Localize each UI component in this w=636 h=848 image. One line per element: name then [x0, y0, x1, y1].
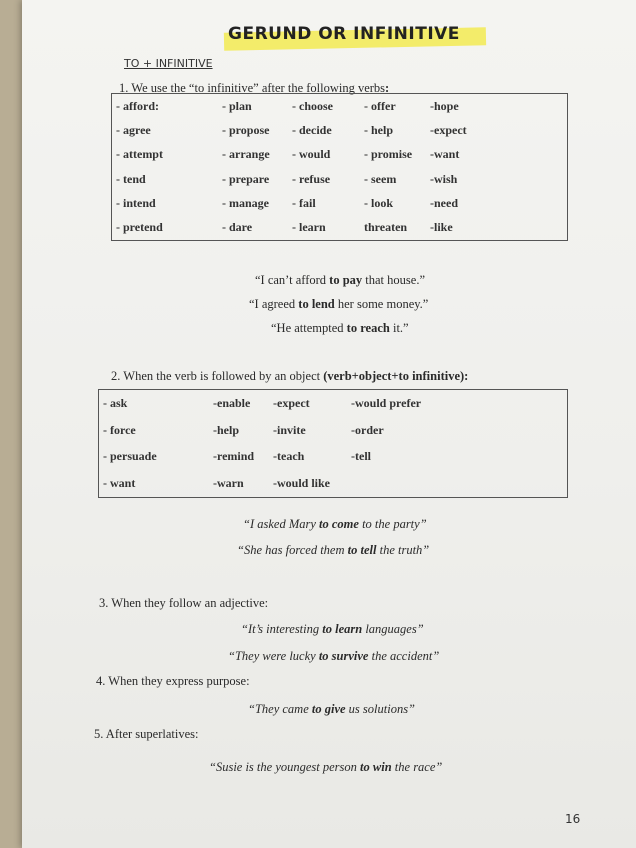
table-cell: -would prefer: [351, 395, 422, 410]
example-sentence: [249, 297, 428, 312]
example-sentence: [209, 760, 442, 775]
table-cell: threaten: [364, 220, 408, 235]
example-infinitive: to come: [319, 517, 359, 531]
verbs-table-2: [98, 389, 568, 498]
table-cell: -like: [430, 220, 453, 235]
example-text: “It’s interesting: [241, 622, 323, 636]
page-title: GERUND OR INFINITIVE: [228, 24, 460, 44]
table-cell: - prepare: [222, 171, 270, 186]
title-block: [228, 24, 460, 44]
table-cell: -tell: [351, 449, 371, 464]
page-number: 16: [565, 812, 581, 826]
example-text: languages”: [362, 622, 424, 636]
example-text: “I agreed: [249, 297, 299, 311]
section3-heading: 3. When they follow an adjective:: [99, 596, 269, 610]
table-row: [112, 216, 568, 241]
table-cell: - attempt: [116, 147, 163, 162]
table-cell: -hope: [430, 98, 459, 113]
example-text: the race”: [391, 760, 443, 774]
table-cell: -remind: [213, 449, 255, 464]
table-row: [112, 118, 568, 142]
example-text: “Susie is the youngest person: [209, 760, 361, 774]
table-cell: -expect: [273, 395, 310, 410]
table-row: [112, 167, 568, 191]
table-row: [112, 191, 568, 215]
example-text: us solutions”: [345, 702, 416, 716]
example-text: it.”: [389, 321, 409, 335]
table-cell: - manage: [222, 195, 269, 210]
table-cell: - refuse: [292, 171, 331, 186]
table-cell: - afford:: [116, 98, 159, 113]
table-cell: - agree: [116, 123, 151, 137]
example-text: the accident”: [368, 649, 440, 663]
table-cell: - promise: [364, 147, 413, 162]
section2-heading-bold: (verb+object+to infinitive):: [323, 369, 469, 383]
table-cell: -need: [430, 195, 458, 210]
table-cell: - force: [103, 422, 136, 437]
example-sentence: [271, 321, 409, 336]
example-infinitive: to give: [311, 702, 346, 716]
table-cell: -help: [213, 422, 240, 437]
example-sentence: [241, 622, 424, 637]
table-cell: - offer: [364, 98, 396, 113]
example-infinitive: to lend: [298, 297, 335, 311]
example-text: “He attempted: [271, 321, 347, 335]
section1-heading-text: 1. We use the “to infinitive” after the following verbs: [119, 81, 386, 95]
example-infinitive: to learn: [322, 622, 363, 636]
table-cell: -invite: [273, 422, 306, 437]
example-infinitive: to reach: [346, 321, 390, 335]
table-cell: -enable: [213, 395, 251, 410]
table-cell: - want: [103, 476, 136, 491]
example-sentence: [237, 543, 429, 558]
table-cell: - propose: [222, 123, 270, 137]
example-text: “They came: [248, 702, 312, 716]
table-cell: -warn: [213, 476, 244, 491]
example-text: “She has forced them: [237, 543, 348, 557]
table-row: [99, 470, 568, 497]
section4-heading: 4. When they express purpose:: [96, 674, 250, 688]
example-text: her some money.”: [334, 297, 429, 311]
section1-heading-colon: :: [385, 81, 390, 95]
example-text: that house.”: [362, 273, 425, 287]
section2-heading: [111, 369, 468, 384]
table-cell: -order: [351, 422, 384, 437]
table-cell: - learn: [292, 220, 326, 235]
example-text: “They were lucky: [228, 649, 319, 663]
table-row: [99, 390, 568, 417]
section2-heading-text: 2. When the verb is followed by an object: [111, 369, 324, 383]
table-cell: - plan: [222, 98, 252, 113]
table-cell: - arrange: [222, 147, 270, 162]
table-cell: - tend: [116, 171, 146, 186]
example-sentence: [243, 517, 427, 532]
table-cell: - dare: [222, 220, 253, 235]
example-sentence: [248, 702, 415, 717]
table-cell: -want: [430, 147, 460, 162]
table-cell: - help: [364, 123, 394, 137]
example-infinitive: to win: [360, 760, 392, 774]
example-text: “I can’t afford: [255, 273, 330, 287]
table-row: [112, 143, 568, 167]
verbs-table-1: [111, 93, 568, 241]
example-infinitive: to pay: [329, 273, 363, 287]
example-infinitive: to survive: [318, 649, 369, 663]
example-text: to the party”: [358, 517, 427, 531]
table-row: [99, 443, 568, 470]
example-sentence: [255, 273, 425, 288]
table-cell: - decide: [292, 123, 332, 137]
table-cell: - would: [292, 147, 331, 162]
table-cell: -would like: [273, 476, 331, 491]
table-cell: -teach: [273, 449, 305, 464]
example-text: “I asked Mary: [243, 517, 320, 531]
table-cell: - ask: [103, 395, 128, 410]
table-cell: -expect: [430, 123, 467, 137]
table-cell: - choose: [292, 98, 333, 113]
table-cell: - persuade: [103, 449, 157, 464]
section-subtitle: TO + INFINITIVE: [124, 57, 213, 70]
section5-heading: 5. After superlatives:: [94, 727, 199, 741]
example-text: the truth”: [376, 543, 430, 557]
table-row: [99, 417, 568, 444]
example-sentence: [228, 649, 439, 664]
table-cell: - pretend: [116, 220, 163, 235]
table-cell: - look: [364, 195, 394, 210]
table-cell: - intend: [116, 195, 156, 210]
example-infinitive: to tell: [347, 543, 377, 557]
table-row: [112, 94, 568, 119]
table-cell: - fail: [292, 195, 316, 210]
table-cell: - seem: [364, 171, 397, 186]
table-cell: -wish: [430, 171, 458, 186]
table-cell: [347, 470, 568, 497]
